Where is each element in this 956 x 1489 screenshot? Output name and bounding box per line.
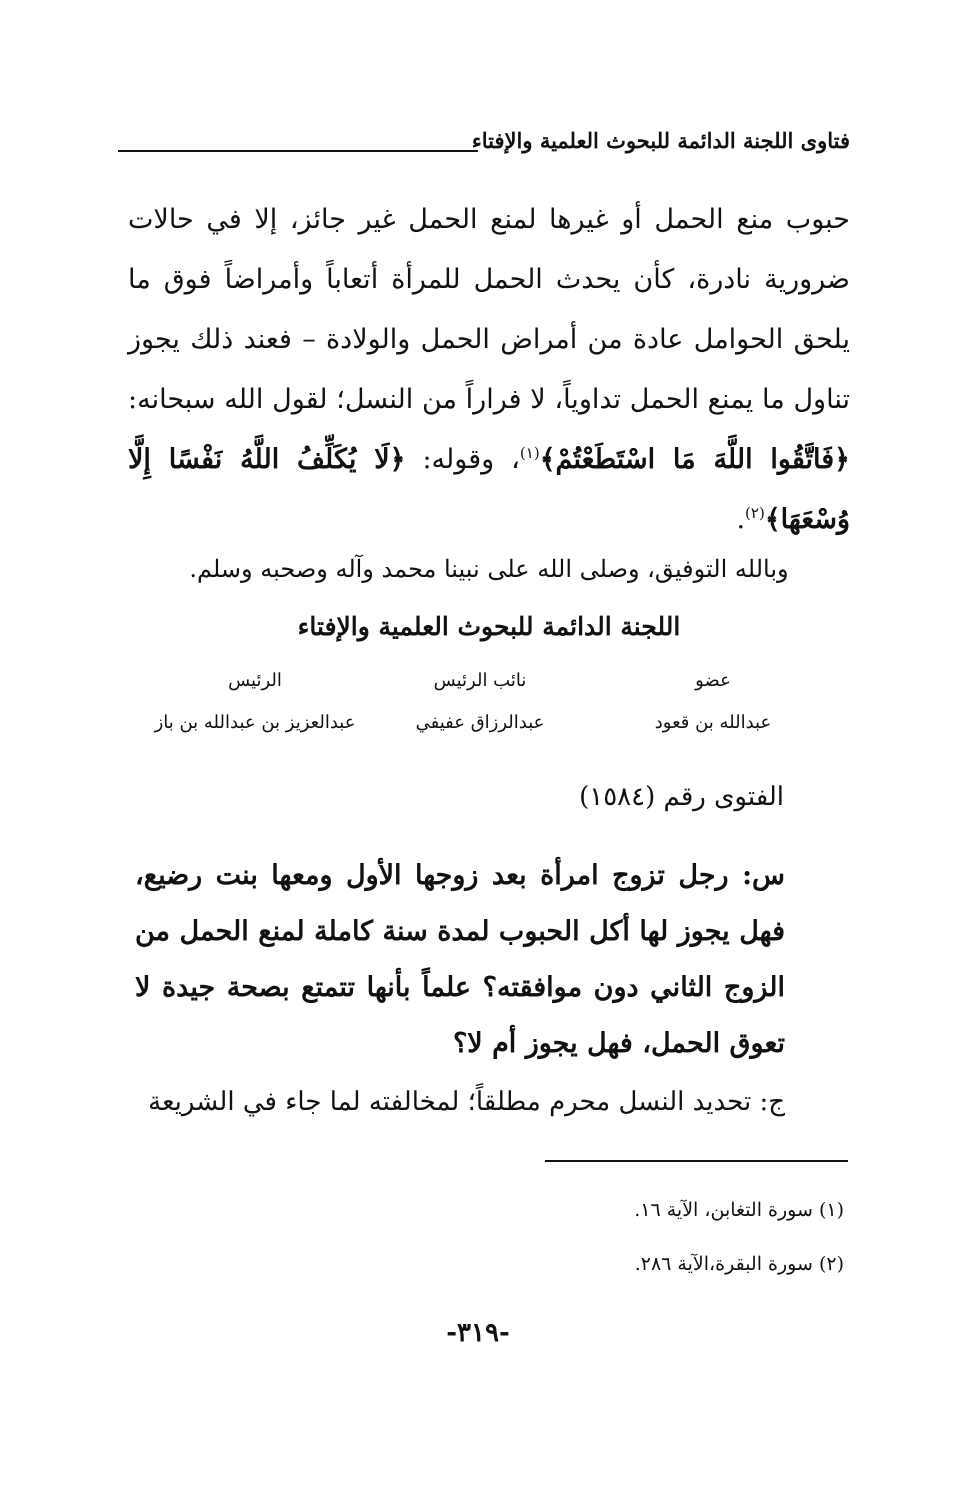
role-president: الرئيس	[228, 670, 282, 691]
footnote-rule	[545, 1160, 848, 1162]
role-member: عضو	[695, 670, 731, 691]
fatwa-answer: ج: تحديد النسل محرم مطلقاً؛ لمخالفته لما جاء في الشريعة	[148, 1087, 785, 1117]
quran-verse-2: ﴿لَا يُكَلِّفُ اللَّهُ نَفْسًا إِلَّا وُسْعَهَا﴾	[128, 444, 850, 535]
quran-verse-1: ﴿فَاتَّقُوا اللَّهَ مَا اسْتَطَعْتُمْ﴾	[539, 444, 851, 475]
page-number: -٣١٩-	[446, 1318, 510, 1348]
connector-text: ، وقوله:	[405, 444, 520, 475]
fatwa-question: س: رجل تزوج امرأة بعد زوجها الأول ومعها بنت رضيع، فهل يجوز لها أكل الحبوب لمدة سنة كاملة لمنع الحمل من الزوج الثاني دون موافقته؟ علماً بأنها تتمتع بصحة جيدة لا تعوق الحمل، فهل يجوز أم لا؟	[135, 860, 785, 1059]
running-header	[118, 128, 850, 168]
committee-title: اللجنة الدائمة للبحوث العلمية والإفتاء	[297, 612, 681, 641]
body-text: حبوب منع الحمل أو غيرها لمنع الحمل غير جائز، إلا في حالات ضرورية نادرة، كأن يحدث الحمل للمرأة أتعاباً وأمراضاً فوق ما يلحق الحوامل عادة من أمراض الحمل والولادة – فعند ذلك يجوز تناول ما يمنع الحمل تداوياً، لا فراراً من النسل؛ لقول الله سبحانه:	[128, 204, 850, 415]
fatwa-body-paragraph	[128, 190, 850, 550]
name-member: عبدالله بن قعود	[654, 712, 772, 733]
footnote-ref-1[interactable]: (١)	[519, 444, 540, 462]
footnotes	[634, 1183, 844, 1291]
footnote-2: (٢) سورة البقرة،الآية ٢٨٦.	[634, 1253, 844, 1275]
role-vice-president: نائب الرئيس	[433, 670, 527, 691]
header-rule	[118, 150, 478, 152]
name-president: عبدالعزيز بن عبدالله بن باز	[154, 712, 356, 733]
fatwa-number: الفتوى رقم (١٥٨٤)	[579, 782, 784, 812]
footnote-1: (١) سورة التغابن، الآية ١٦.	[634, 1199, 844, 1221]
end-dot: .	[736, 504, 746, 535]
running-title: فتاوى اللجنة الدائمة للبحوث العلمية والإفتاء	[471, 128, 850, 153]
footnote-ref-2[interactable]: (٢)	[745, 504, 765, 522]
name-vice-president: عبدالرزاق عفيفي	[415, 712, 545, 733]
closing-formula: وبالله التوفيق، وصلى الله على نبينا محمد وآله وصحبه وسلم.	[189, 555, 789, 583]
